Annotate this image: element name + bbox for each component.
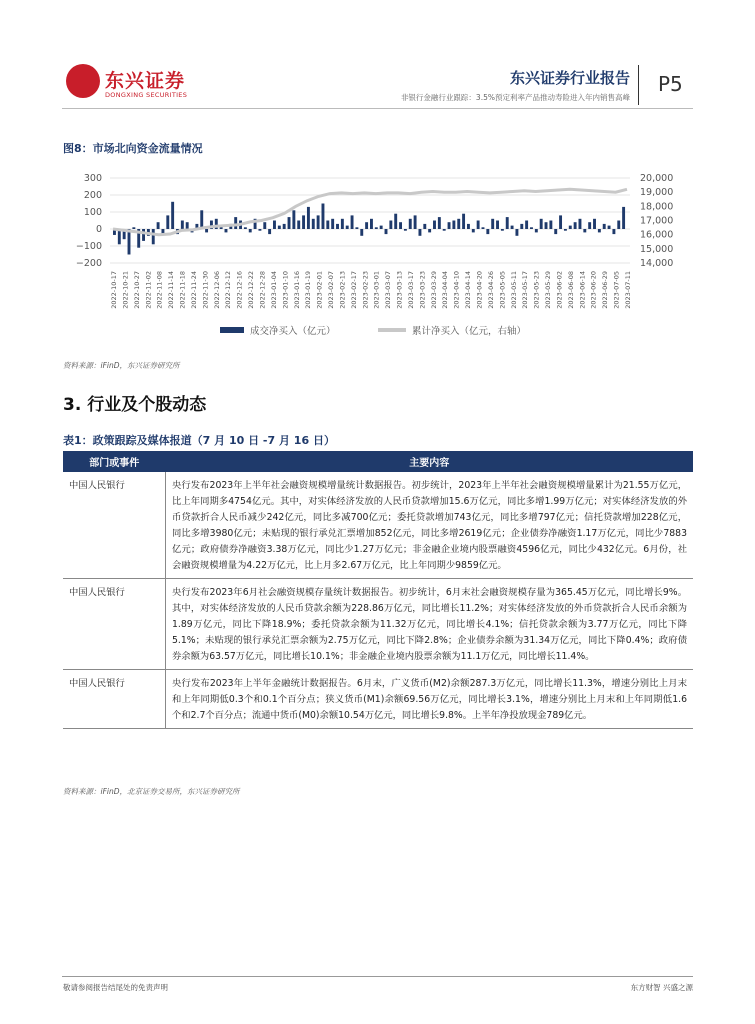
x-tick-label: 2022-11-02 xyxy=(144,271,153,309)
x-tick-label: 2023-05-05 xyxy=(498,271,507,309)
bar-mark xyxy=(530,227,533,229)
bar-mark xyxy=(360,229,363,236)
bar-mark xyxy=(535,229,538,232)
northbound-flow-chart xyxy=(60,160,700,350)
y-tick-right: 20,000 xyxy=(640,173,674,184)
header-dept: 部门或事件 xyxy=(63,451,166,472)
bar-mark xyxy=(258,229,261,231)
y-tick-left: −100 xyxy=(75,241,102,252)
bar-mark xyxy=(132,227,135,229)
bar-mark xyxy=(472,229,475,232)
y-tick-left: 300 xyxy=(83,173,102,184)
x-tick-label: 2023-06-08 xyxy=(566,271,575,309)
x-tick-label: 2023-04-10 xyxy=(452,271,461,309)
bar-mark xyxy=(307,207,310,229)
bar-mark xyxy=(515,229,518,236)
bar-mark xyxy=(486,229,489,234)
legend-bar-swatch xyxy=(220,327,244,333)
x-tick-label: 2023-06-02 xyxy=(555,271,564,309)
x-tick-label: 2023-05-23 xyxy=(532,270,541,309)
bar-mark xyxy=(263,222,266,229)
company-logo-icon xyxy=(66,64,100,98)
bar-mark xyxy=(612,229,615,234)
bar-mark xyxy=(438,217,441,229)
bar-mark xyxy=(598,229,601,232)
bar-mark xyxy=(428,229,431,232)
bar-mark xyxy=(622,207,625,229)
bar-mark xyxy=(234,217,237,229)
x-tick-label: 2023-01-16 xyxy=(292,271,301,309)
x-tick-label: 2023-05-29 xyxy=(544,271,553,309)
bar-mark xyxy=(423,224,426,229)
bar-mark xyxy=(496,221,499,230)
header-divider xyxy=(638,65,639,105)
bar-mark xyxy=(545,222,548,229)
bar-mark xyxy=(409,219,412,229)
bar-mark xyxy=(462,214,465,229)
x-tick-label: 2023-02-07 xyxy=(327,271,336,309)
bar-mark xyxy=(292,210,295,229)
bar-mark xyxy=(506,217,509,229)
header-content: 主要内容 xyxy=(166,451,694,472)
bar-mark xyxy=(448,222,451,229)
x-tick-label: 2023-02-01 xyxy=(315,271,324,309)
footer-rule xyxy=(62,976,693,977)
bar-mark xyxy=(443,229,446,231)
bar-mark xyxy=(225,229,228,232)
bar-mark xyxy=(554,229,557,234)
bar-mark xyxy=(283,224,286,229)
bar-mark xyxy=(375,227,378,229)
bar-mark xyxy=(351,215,354,229)
bar-mark xyxy=(433,221,436,230)
x-tick-label: 2022-12-16 xyxy=(235,271,244,309)
x-tick-label: 2023-04-14 xyxy=(464,271,473,309)
bar-mark xyxy=(564,229,567,231)
bar-mark xyxy=(452,221,455,230)
logo-text-cn: 东兴证券 xyxy=(105,70,186,92)
bar-mark xyxy=(312,219,315,229)
x-tick-label: 2023-02-13 xyxy=(338,271,347,309)
bar-mark xyxy=(268,229,271,234)
x-tick-label: 2023-03-23 xyxy=(418,271,427,309)
bar-mark xyxy=(186,222,189,229)
policy-table xyxy=(63,451,693,729)
bar-mark xyxy=(288,217,291,229)
y-tick-left: 200 xyxy=(83,190,102,201)
y-tick-left: 100 xyxy=(83,207,102,218)
bar-mark xyxy=(249,229,252,232)
x-tick-label: 2022-11-08 xyxy=(155,271,164,309)
bar-mark xyxy=(583,229,586,232)
table-source: 资料来源：iFinD，北京证券交易所，东兴证券研究所 xyxy=(63,787,240,796)
bar-mark xyxy=(520,224,523,229)
header-rule xyxy=(62,108,693,109)
bar-mark xyxy=(346,226,349,229)
bar-mark xyxy=(244,227,247,229)
bar-mark xyxy=(152,229,155,244)
bar-mark xyxy=(326,221,329,230)
bar-mark xyxy=(603,224,606,229)
x-tick-label: 2023-04-20 xyxy=(475,271,484,309)
x-tick-label: 2023-04-26 xyxy=(486,271,495,309)
report-subtitle: 非银行金融行业跟踪：3.5%预定利率产品推动寿险进入年内销售高峰 xyxy=(400,93,630,102)
bar-mark xyxy=(404,229,407,231)
bar-mark xyxy=(608,226,611,229)
x-tick-label: 2023-01-19 xyxy=(304,271,313,309)
table-row xyxy=(63,579,693,670)
y-tick-left: −200 xyxy=(75,258,102,269)
bar-mark xyxy=(467,224,470,229)
bar-mark xyxy=(389,221,392,230)
bar-mark xyxy=(380,226,383,229)
bar-mark xyxy=(355,227,358,229)
bar-mark xyxy=(525,221,528,230)
bar-mark xyxy=(477,221,480,230)
x-tick-label: 2023-06-29 xyxy=(601,271,610,309)
x-tick-label: 2023-03-13 xyxy=(395,271,404,309)
table-header-row xyxy=(63,451,693,472)
bar-mark xyxy=(549,221,552,230)
bar-mark xyxy=(157,222,160,229)
x-tick-label: 2022-12-28 xyxy=(258,271,267,309)
bar-mark xyxy=(181,221,184,230)
bar-mark xyxy=(588,222,591,229)
row-content: 央行发布2023年上半年社会融资规模增量统计数据报告。初步统计，2023年上半年社会融资规模增量累计为21.55万亿元，比上年同期多4754亿元。其中，对实体经济发放的人民币贷款增加15.6万亿元，同比多增1.99万亿元；对实体经济发放的外币贷款折合人民币减少242亿元，同比多减700亿元；委托贷款增加743亿元，同比多增797亿元；信托贷款增加228亿元，同比多增3980亿元；未贴现的银行承兑汇票增加852亿元，同比多增2619亿元；企业债券净融资1.17万亿元，同比少7883亿元；政府债券净融资3.38万亿元，同比少1.27万亿元；非金融企业境内股票融资4596亿元，同比少432亿元。6月份，社会融资规模增量为4.22万亿元，比上月多2.67万亿元，比上年同期少9859亿元。 xyxy=(166,472,694,579)
logo-text-en: DONGXING SECURITIES xyxy=(105,91,188,99)
bar-mark xyxy=(559,215,562,229)
y-tick-right: 18,000 xyxy=(640,201,674,213)
figure-title: 图8：市场北向资金流量情况 xyxy=(63,142,203,155)
x-tick-label: 2022-12-06 xyxy=(212,271,221,309)
bar-mark xyxy=(579,219,582,229)
section-title: 3. 行业及个股动态 xyxy=(63,395,207,415)
x-tick-label: 2022-11-24 xyxy=(189,271,198,309)
bar-mark xyxy=(128,229,131,255)
bar-mark xyxy=(171,202,174,229)
x-tick-label: 2022-11-14 xyxy=(167,271,176,309)
bar-mark xyxy=(511,226,514,229)
bar-mark xyxy=(302,215,305,229)
bar-mark xyxy=(540,219,543,229)
x-tick-label: 2023-04-04 xyxy=(441,271,450,309)
x-tick-label: 2022-11-30 xyxy=(201,271,210,309)
figure-source: 资料来源：iFinD，东兴证券研究所 xyxy=(63,361,180,370)
bar-mark xyxy=(317,215,320,229)
y-tick-right: 15,000 xyxy=(640,243,674,255)
x-tick-label: 2023-03-01 xyxy=(372,271,381,309)
bar-mark xyxy=(370,219,373,229)
y-tick-left: 0 xyxy=(95,224,102,235)
bar-mark xyxy=(336,224,339,229)
bar-mark xyxy=(482,227,485,229)
bar-mark xyxy=(166,215,169,229)
x-tick-label: 2023-01-10 xyxy=(281,271,290,309)
x-tick-label: 2022-11-18 xyxy=(178,271,187,309)
bar-mark xyxy=(394,214,397,229)
x-tick-label: 2023-02-17 xyxy=(349,271,358,309)
bar-mark xyxy=(491,219,494,229)
bar-mark xyxy=(341,219,344,229)
x-tick-label: 2023-06-20 xyxy=(589,271,598,309)
x-tick-label: 2022-12-22 xyxy=(247,271,256,309)
bar-mark xyxy=(418,229,421,236)
bar-mark xyxy=(593,219,596,229)
bar-mark xyxy=(278,226,281,229)
x-tick-label: 2023-05-11 xyxy=(509,271,518,309)
table-row xyxy=(63,472,693,579)
bar-mark xyxy=(142,229,145,241)
bar-mark xyxy=(331,219,334,229)
bar-mark xyxy=(501,229,504,231)
bar-mark xyxy=(385,229,388,234)
page-number: P5 xyxy=(658,72,683,96)
y-tick-right: 16,000 xyxy=(640,229,674,241)
row-dept: 中国人民银行 xyxy=(63,472,166,579)
x-tick-label: 2023-03-07 xyxy=(384,271,393,309)
bar-mark xyxy=(200,210,203,229)
x-tick-label: 2022-10-27 xyxy=(132,271,141,309)
row-content: 央行发布2023年上半年金融统计数据报告。6月末，广义货币(M2)余额287.3万亿元，同比增长11.3%，增速分别比上月末和上年同期低0.3个和0.1个百分点；狭义货币(M1)余额69.56万亿元，同比增长3.1%，增速分别比上月末和上年同期低1.6个和2.7个百分点；流通中货币(M0)余额10.54万亿元，同比增长9.8%。上半年净投放现金789亿元。 xyxy=(166,670,694,729)
x-tick-label: 2023-01-04 xyxy=(269,271,278,309)
x-tick-label: 2023-07-05 xyxy=(612,271,621,309)
x-tick-label: 2023-06-14 xyxy=(578,271,587,309)
bar-mark xyxy=(569,226,572,229)
bar-mark xyxy=(322,204,325,230)
x-tick-label: 2023-07-11 xyxy=(624,271,632,309)
footer-disclaimer: 敬请参阅报告结尾处的免责声明 xyxy=(63,983,168,992)
table-row xyxy=(63,670,693,729)
report-title: 东兴证券行业报告 xyxy=(509,69,630,87)
bar-mark xyxy=(617,221,620,230)
bar-mark xyxy=(574,222,577,229)
footer-slogan: 东方财智 兴盛之源 xyxy=(630,983,693,992)
table-title: 表1：政策跟踪及媒体报道（7 月 10 日 -7 月 16 日） xyxy=(63,434,335,447)
x-tick-label: 2023-03-17 xyxy=(406,271,415,309)
bar-mark xyxy=(297,221,300,230)
x-tick-label: 2022-10-17 xyxy=(110,271,118,309)
row-content: 央行发布2023年6月社会融资规模存量统计数据报告。初步统计，6月末社会融资规模存量为365.45万亿元，同比增长9%。其中，对实体经济发放的人民币贷款余额为228.86万亿元，同比增长11.2%；对实体经济发放的外币贷款折合人民币余额为1.89万亿元，同比下降18.9%；委托贷款余额为11.32万亿元，同比增长4.1%；信托贷款余额为3.77万亿元，同比下降5.1%；未贴现的银行承兑汇票余额为2.75万亿元，同比下降2.8%；企业债券余额为31.34万亿元，同比下降0.4%；政府债券余额为63.57万亿元，同比增长10.1%；非金融企业境内股票余额为11.1万亿元，同比增长11.4%。 xyxy=(166,579,694,670)
bar-mark xyxy=(205,229,208,232)
bar-mark xyxy=(399,222,402,229)
x-tick-label: 2023-05-17 xyxy=(521,271,530,309)
row-dept: 中国人民银行 xyxy=(63,670,166,729)
x-tick-label: 2022-10-21 xyxy=(121,271,130,309)
bar-mark xyxy=(414,215,417,229)
y-tick-right: 17,000 xyxy=(640,215,674,227)
y-tick-right: 14,000 xyxy=(640,258,674,269)
bar-mark xyxy=(457,219,460,229)
bar-mark xyxy=(273,221,276,230)
y-tick-right: 19,000 xyxy=(640,187,674,199)
bar-mark xyxy=(365,222,368,229)
row-dept: 中国人民银行 xyxy=(63,579,166,670)
legend-line-label: 累计净买入（亿元，右轴） xyxy=(412,326,527,337)
x-tick-label: 2023-03-29 xyxy=(429,271,438,309)
legend-bar-label: 成交净买入（亿元） xyxy=(250,326,336,337)
x-tick-label: 2022-12-12 xyxy=(224,271,233,309)
x-tick-label: 2023-02-23 xyxy=(361,271,370,309)
